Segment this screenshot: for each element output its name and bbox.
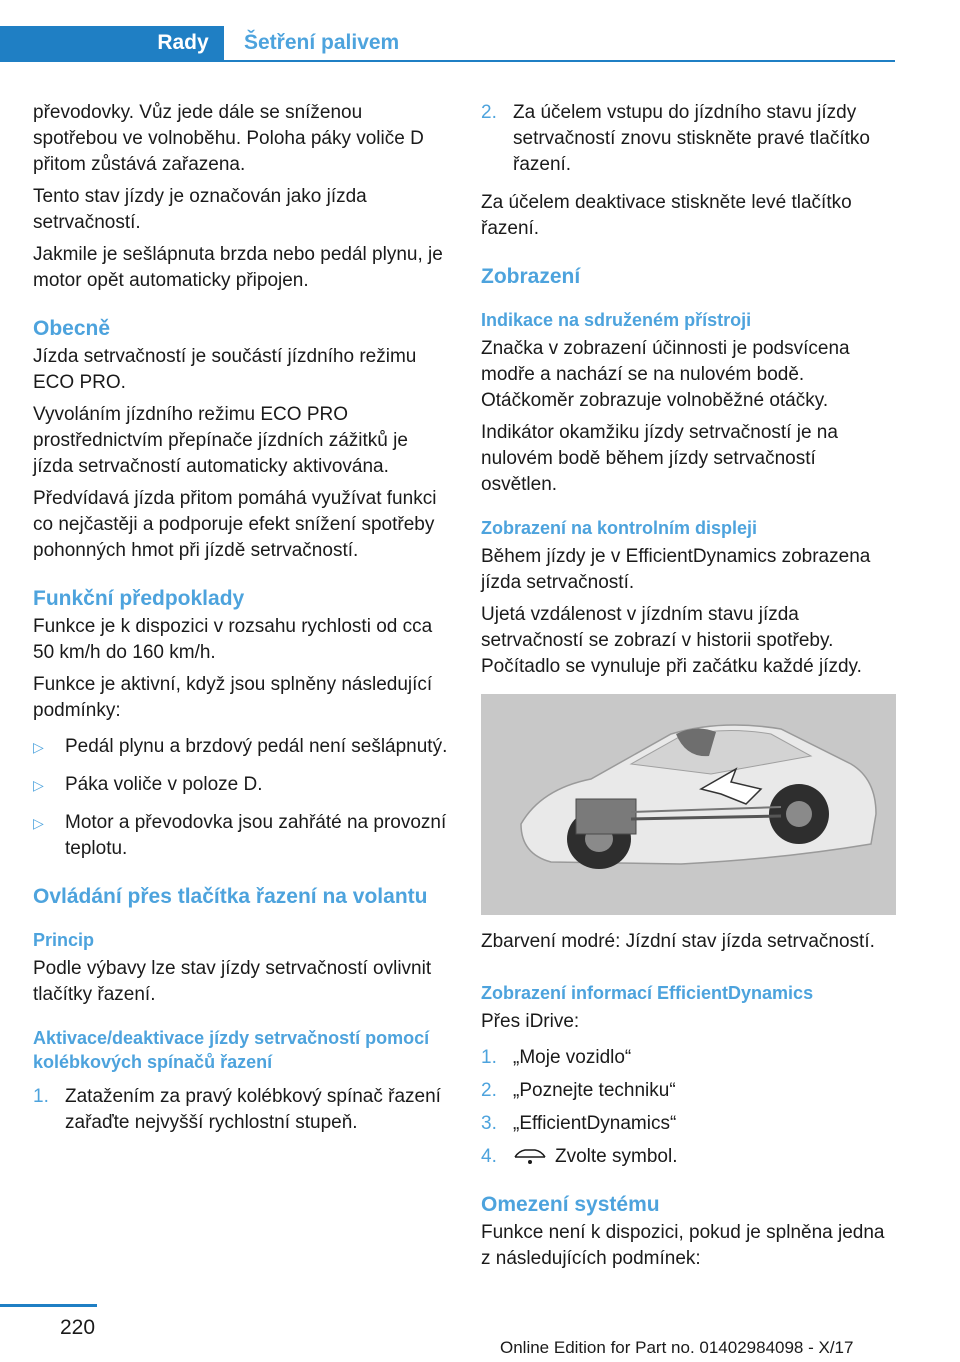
list-item: 2. „Poznejte techniku“ — [481, 1080, 676, 1101]
paragraph: Předvídavá jízda přitom pomáhá využívat funkci co nejčastěji a podporuje efekt snížení spotřeby pohonných hmot při jízdě setrvačností. — [33, 488, 437, 561]
idrive-steps-list — [481, 1045, 896, 1170]
page-header — [0, 0, 960, 66]
heading-ovladani: Ovládání přes tlačítka řazení na volantu — [33, 885, 428, 908]
steps-list-continued — [481, 100, 896, 178]
list-item: 3. „EfficientDynamics“ — [481, 1113, 677, 1134]
triangle-bullet-icon: ▷ — [33, 815, 44, 831]
list-item: ▷ Páka voliče v poloze D. — [33, 772, 448, 798]
paragraph: Během jízdy je v EfficientDynamics zobrazena jízda setrvačností. — [481, 546, 871, 593]
paragraph: Jízda setrvačností je součástí jízdního režimu ECO PRO. — [33, 346, 417, 393]
right-column — [481, 100, 896, 1278]
list-item: 2. Za účelem vstupu do jízdního stavu jízdy setrvačností znovu stiskněte pravé tlačítko řazení. — [481, 102, 870, 175]
paragraph: Funkce je k dispozici v rozsahu rychlosti od cca 50 km/h do 160 km/h. — [33, 616, 433, 663]
conditions-list — [33, 734, 448, 862]
figure-caption: Zbarvení modré: Jízdní stav jízda setrvačností. — [481, 931, 875, 952]
heading-kontrolni-displej: Zobrazení na kontrolním displeji — [481, 518, 758, 538]
heading-aktivace: Aktivace/deaktivace jízdy setrvačností pomocí kolébkových spínačů řazení — [33, 1028, 430, 1072]
triangle-bullet-icon: ▷ — [33, 739, 44, 755]
heading-indikace: Indikace na sdruženém přístroji — [481, 310, 752, 330]
paragraph: převodovky. Vůz jede dále se sníženou spotřebou ve volnoběhu. Poloha páky voliče D přitom zůstává zařazena. — [33, 102, 424, 175]
car-coasting-symbol-icon — [513, 1145, 547, 1165]
list-item: 1. Zatažením za pravý kolébkový spínač řazení zařaďte nejvyšší rychlostní stupeň. — [33, 1086, 441, 1133]
paragraph: Vyvoláním jízdního režimu ECO PRO prostřednictvím přepínače jízdních zážitků je jízda setrvačností automaticky aktivována. — [33, 404, 408, 477]
paragraph: Indikátor okamžiku jízdy setrvačností je na nulovém bodě během jízdy setrvačností osvětlen. — [481, 422, 838, 495]
list-item: ▷ Motor a převodovka jsou zahřáté na provozní teplotu. — [33, 812, 447, 859]
left-column — [33, 100, 448, 1148]
header-accent-bar — [0, 26, 142, 60]
heading-efficientdynamics-info: Zobrazení informací EfficientDynamics — [481, 983, 814, 1003]
footer-rule — [0, 1304, 97, 1307]
paragraph: Tento stav jízdy je označován jako jízda setrvačností. — [33, 186, 367, 233]
paragraph: Jakmile je sešlápnuta brzda nebo pedál plynu, je motor opět automaticky připojen. — [33, 244, 443, 291]
edition-footer: Online Edition for Part no. 01402984098 - X/17 — [500, 1338, 854, 1357]
paragraph: Za účelem deaktivace stiskněte levé tlačítko řazení. — [481, 192, 852, 239]
heading-omezeni: Omezení systému — [481, 1193, 660, 1216]
heading-funkcni-predpoklady: Funkční předpoklady — [33, 587, 245, 610]
paragraph: Značka v zobrazení účinnosti je podsvícena modře a nachází se na nulovém bodě. Otáčkoměr zobrazuje volnoběžné otáčky. — [481, 338, 850, 411]
paragraph: Podle výbavy lze stav jízdy setrvačností ovlivnit tlačítky řazení. — [33, 958, 432, 1005]
list-item: ▷ Pedál plynu a brzdový pedál není sešlápnutý. — [33, 734, 448, 760]
list-item: 1. „Moje vozidlo“ — [481, 1047, 632, 1068]
triangle-bullet-icon: ▷ — [33, 777, 44, 793]
heading-obecne: Obecně — [33, 317, 111, 340]
heading-princip: Princip — [33, 930, 95, 950]
chapter-tab: Rady — [142, 26, 224, 60]
header-rule — [0, 60, 895, 62]
heading-zobrazeni: Zobrazení — [481, 265, 581, 288]
page-number: 220 — [60, 1316, 96, 1339]
paragraph: Ujetá vzdálenost v jízdním stavu jízda setrvačností se zobrazí v historii spotřeby. Počítadlo se vynuluje při začátku každé jízdy. — [481, 604, 862, 677]
section-title: Šetření palivem — [244, 31, 400, 54]
paragraph: Funkce je aktivní, když jsou splněny následující podmínky: — [33, 674, 433, 721]
car-drivetrain-illustration — [481, 694, 896, 915]
list-item: 4. Zvolte symbol. — [481, 1146, 678, 1167]
paragraph: Přes iDrive: — [481, 1011, 580, 1032]
paragraph: Funkce není k dispozici, pokud je splněna jedna z následujících podmínek: — [481, 1222, 885, 1269]
car-illustration-svg — [481, 694, 896, 915]
steps-list — [33, 1084, 448, 1136]
